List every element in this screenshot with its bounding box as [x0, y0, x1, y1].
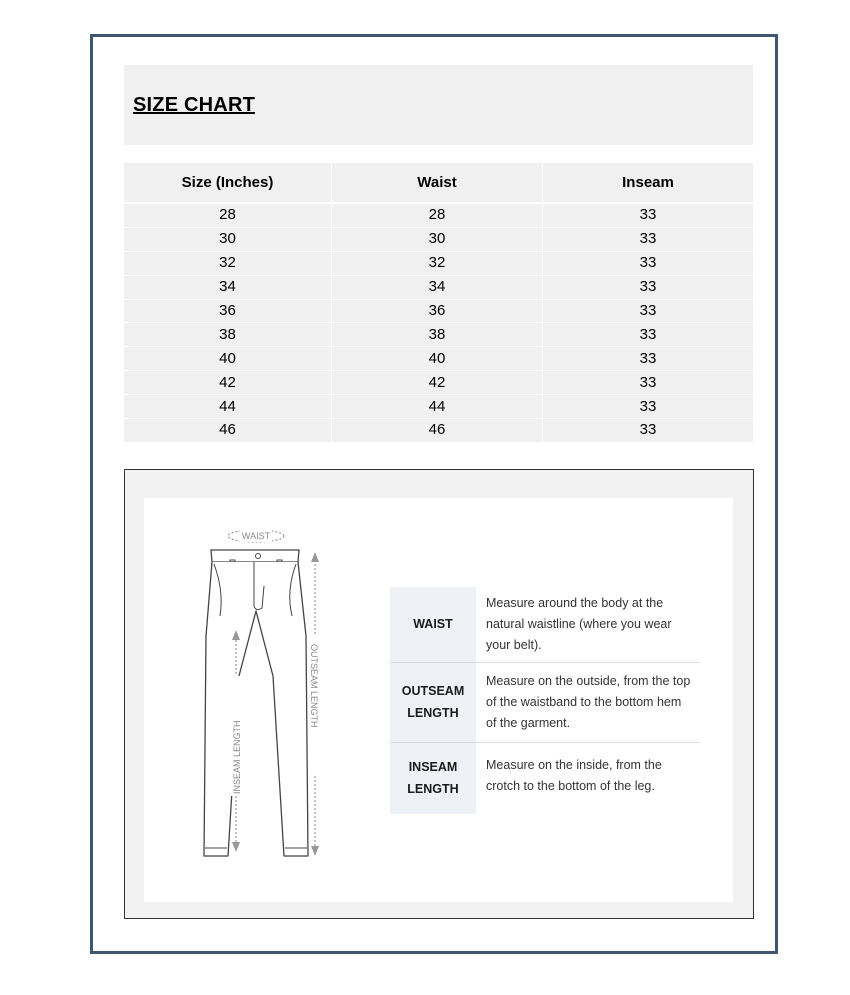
- cell-inseam: 33: [543, 346, 753, 370]
- term-line: WAIST: [413, 617, 453, 632]
- size-table: [124, 163, 753, 442]
- table-row: [124, 370, 753, 394]
- cell-size: 32: [124, 251, 332, 275]
- column-header-inseam: Inseam: [543, 163, 753, 203]
- table-row: [124, 418, 753, 442]
- measurement-definitions: [390, 587, 700, 814]
- outseam-arrow-down-icon: [311, 846, 319, 856]
- cell-size: 28: [124, 203, 332, 227]
- waist-label: WAIST: [241, 531, 271, 541]
- table-row: [124, 251, 753, 275]
- cell-inseam: 33: [543, 394, 753, 418]
- cell-waist: 44: [332, 394, 543, 418]
- column-header-size: Size (Inches): [124, 163, 332, 203]
- cell-size: 36: [124, 299, 332, 323]
- measurement-guide-panel: [144, 498, 733, 902]
- cell-waist: 38: [332, 322, 543, 346]
- cell-inseam: 33: [543, 251, 753, 275]
- cell-inseam: 33: [543, 227, 753, 251]
- inseam-arrow-down-icon: [232, 842, 240, 852]
- cell-waist: 34: [332, 275, 543, 299]
- table-row: [124, 299, 753, 323]
- table-row: [124, 227, 753, 251]
- cell-inseam: 33: [543, 370, 753, 394]
- cell-size: 44: [124, 394, 332, 418]
- cell-waist: 32: [332, 251, 543, 275]
- cell-size: 34: [124, 275, 332, 299]
- description-waist: Measure around the body at the natural waistline (where you wear your belt).: [486, 595, 672, 652]
- cell-size: 38: [124, 322, 332, 346]
- term-line: LENGTH: [407, 706, 459, 720]
- term-line: INSEAM: [408, 760, 458, 775]
- table-row: [124, 322, 753, 346]
- cell-size: 42: [124, 370, 332, 394]
- term-inseam: [390, 742, 476, 814]
- cell-size: 46: [124, 418, 332, 442]
- term-line: OUTSEAM: [401, 684, 465, 698]
- cell-waist: 40: [332, 346, 543, 370]
- definition-row-inseam: [390, 742, 700, 814]
- definition-row-waist: [390, 587, 700, 662]
- definition-row-outseam: [390, 662, 700, 742]
- cell-inseam: 33: [543, 275, 753, 299]
- cell-inseam: 33: [543, 418, 753, 442]
- term-waist: [390, 587, 476, 662]
- outseam-label: OUTSEAM LENGTH: [309, 644, 319, 728]
- page-title: SIZE CHART: [133, 94, 255, 116]
- cell-inseam: 33: [543, 322, 753, 346]
- description-outseam: Measure on the outside, from the top of the waistband to the bottom hem of the garment.: [486, 673, 691, 730]
- table-row: [124, 394, 753, 418]
- inseam-label: INSEAM LENGTH: [232, 720, 242, 794]
- term-line: LENGTH: [407, 782, 459, 797]
- cell-waist: 30: [332, 227, 543, 251]
- measurement-guide: [124, 469, 754, 919]
- table-row: [124, 275, 753, 299]
- cell-waist: 46: [332, 418, 543, 442]
- description-inseam: Measure on the inside, from the crotch to the bottom of the leg.: [486, 757, 662, 793]
- cell-waist: 42: [332, 370, 543, 394]
- cell-size: 40: [124, 346, 332, 370]
- title-band: [124, 65, 753, 145]
- trouser-outline-icon: [204, 562, 308, 856]
- trousers-diagram: [184, 516, 324, 861]
- table-header-row: [124, 163, 753, 203]
- cell-waist: 28: [332, 203, 543, 227]
- outseam-arrow-up-icon: [311, 552, 319, 562]
- cell-inseam: 33: [543, 203, 753, 227]
- cell-inseam: 33: [543, 299, 753, 323]
- term-outseam: [390, 662, 476, 742]
- column-header-waist: Waist: [332, 163, 543, 203]
- cell-waist: 36: [332, 299, 543, 323]
- table-row: [124, 203, 753, 227]
- table-row: [124, 346, 753, 370]
- cell-size: 30: [124, 227, 332, 251]
